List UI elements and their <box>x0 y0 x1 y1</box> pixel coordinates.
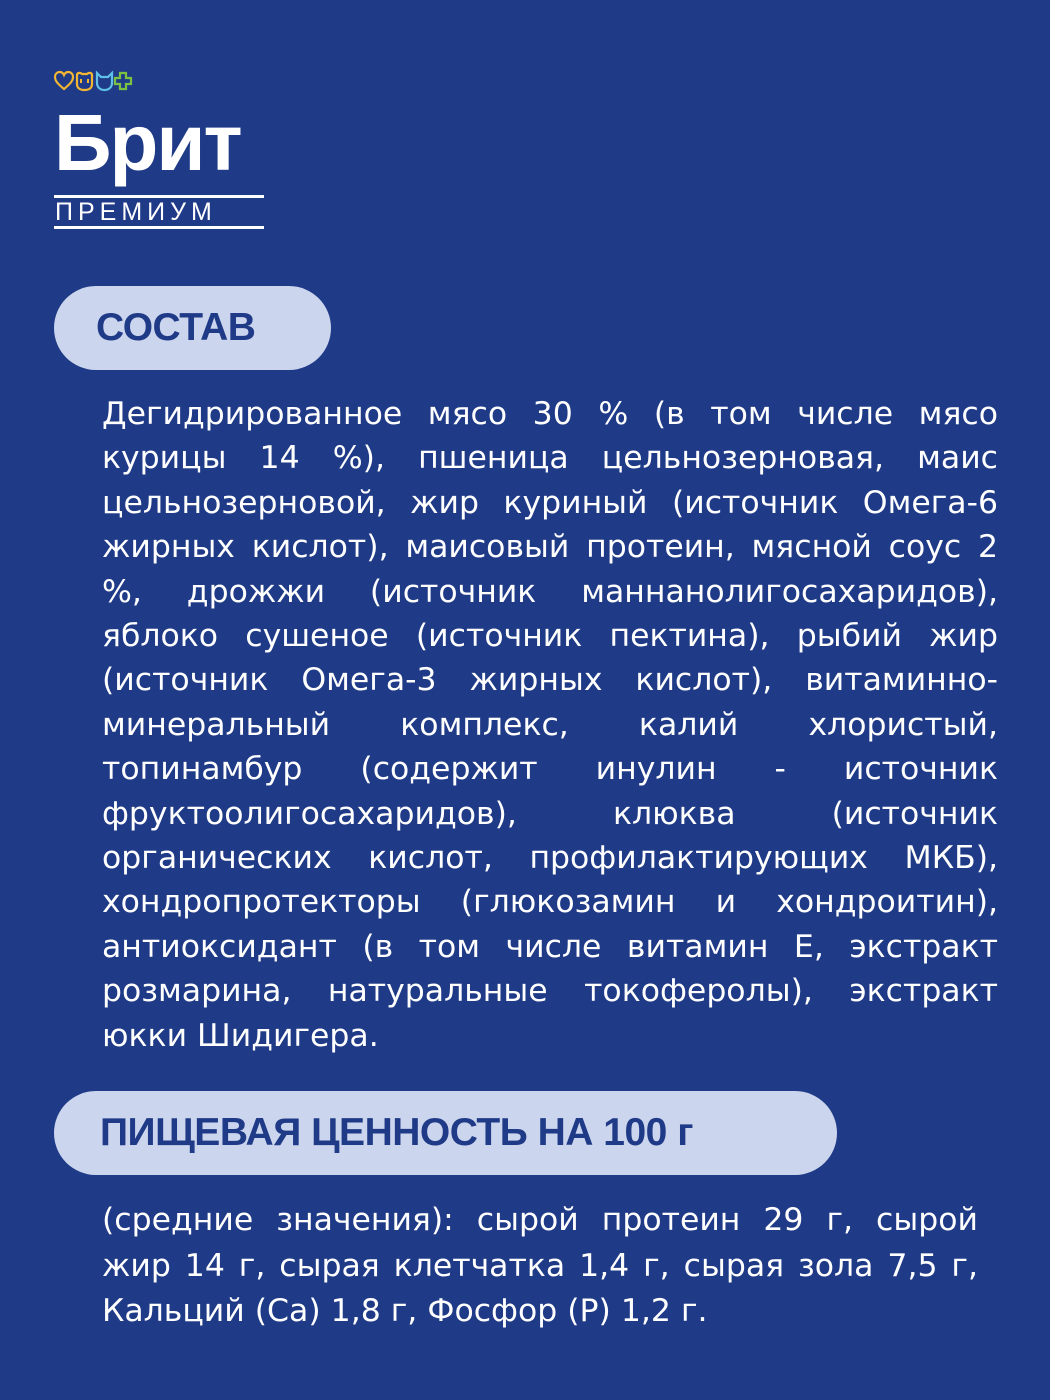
nutrition-heading <box>54 1091 837 1175</box>
dog-face-icon <box>77 73 92 90</box>
plus-icon <box>115 73 131 89</box>
nutrition-heading-label: ПИЩЕВАЯ ЦЕННОСТЬ НА 100 г <box>100 1111 693 1154</box>
composition-heading <box>54 286 331 370</box>
nutrition-text: (средние значения): сырой протеин 29 г, сырой жир 14 г, сырая клетчатка 1,4 г, сырая зола 7,5 г, Кальций (Са) 1,8 г, Фосфор (Р) 1,2 г. <box>102 1202 978 1329</box>
logo-pet-icons <box>54 70 144 92</box>
cat-face-icon <box>97 73 112 90</box>
brand-subtitle: ПРЕМИУМ <box>54 195 264 229</box>
heart-icon <box>55 72 73 89</box>
composition-heading-label: СОСТАВ <box>96 306 256 349</box>
brand-name: Брит <box>54 98 241 187</box>
composition-text: Дегидрированное мясо 30 % (в том числе мясо курицы 14 %), пшеница цельнозерновая, маис цельнозерновой, жир куриный (источник Омега-6 жирных кислот), маисовый протеин, мясной соус 2 %, дрожжи (источник маннанолигосахаридов), яблоко сушеное (источник пектина), рыбий жир (источник Омега-3 жирных кислот), витаминно-минеральный комплекс, калий хлористый, топинамбур (содержит инулин - источник фруктоолигосахаридов), клюква (источник органических кислот, профилактирующих МКБ), хондропротекторы (глюкозамин и хондроитин), антиоксидант (в том числе витамин Е, экстракт розмарина, натуральные токоферолы), экстракт юкки Шидигера. <box>102 396 998 1054</box>
